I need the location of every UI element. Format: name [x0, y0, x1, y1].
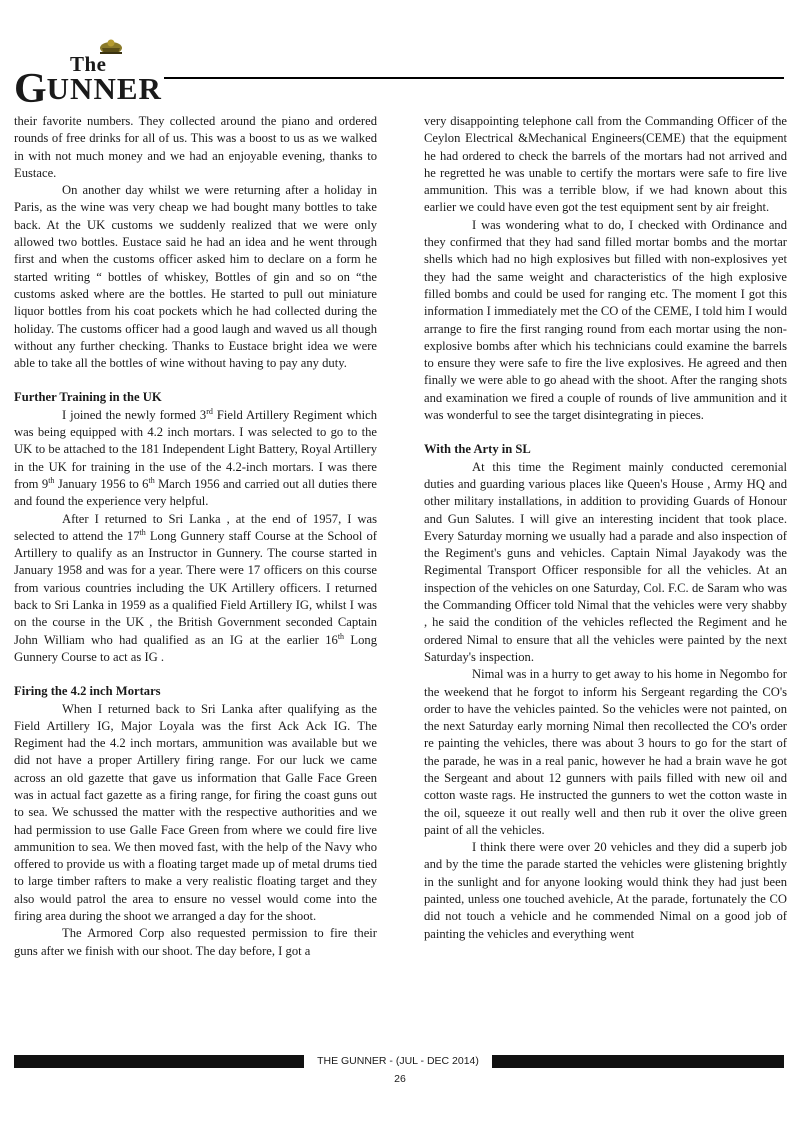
masthead [14, 38, 784, 112]
text-run: Field Artillery Regiment which was being equipped with 4.2 inch mortars. I was selected to go to the UK to be attached to the 181 Independent Light Battery, Royal Artillery in the UK for training in the use of the 4.2-inch mortars. I was there from 9 [14, 407, 377, 491]
text-run: Long Gunnery Course to act as IG . [14, 632, 378, 664]
masthead-rule [164, 77, 784, 79]
section-heading: Further Training in the UK [14, 390, 162, 405]
paragraph: The Armored Corp also requested permission to fire their guns after we finish with our shoot. The day before, I got a [14, 926, 377, 958]
superscript: th [148, 475, 155, 485]
superscript: th [337, 631, 345, 641]
paragraph [14, 407, 377, 511]
footer-bar-right [492, 1055, 784, 1068]
paragraph: On another day whilst we were returning after a holiday in Paris, as the wine was very cheap we had bought many bottles to take back. At the UK customs we suddenly realized that we were only allowed two bottles. Eustace said he had an idea and he went through first and when the customs officer asked him to declare on a form he started writing “ bottles of whiskey, Bottles of gin and so on “the customs asked where are the bottles. He started to pull out miniature liquor bottles from his coat pockets which he had collected during the holiday. The customs officer had a good laugh and waved us all though without any further checking. Thanks to Eustace bright idea we were able to take all the bottles of wine without having to pay any duty. [14, 183, 377, 371]
spacer [14, 666, 377, 683]
masthead-title [14, 68, 162, 110]
text-run: I joined the newly formed 3 [62, 407, 207, 422]
spacer [14, 372, 377, 389]
paragraph: When I returned back to Sri Lanka after qualifying as the Field Artillery IG, Major Loyala was the first Ack Ack IG. The Regiment had the 4.2 inch mortars, ammunition was available but we did not have a proper Artillery firing range. For our luck we came across an old gazette that gave us information that Galle Face Green was in actual fact gazette as a firing range, for firing the coast guns out to sea. We schussed the matter with the respective authorities and we had permission to use Galle Face Green from where we could fire live ammunition to sea. We then moved fast, with the help of the Navy who offered to provide us with a floating target made up of metal drums tied to large timber rafters to make a very realistic floating target and they also would patrol the area to ensure no vessel would come into the firing area during the shoot we arranged a day for the shoot. [14, 701, 377, 924]
paragraph: I was wondering what to do, I checked with Ordinance and they confirmed that they had sand filled mortar bombs and the mortar shells which had no high explosives but filled with non-explosives yet they had the same weight and characteristics of the high explosive filled bombs and could be used for ranging etc. The moment I got this information I immediately met the CO of the CEME, I told him I would arrange to fire the first ranging round from each mortar using the non-explosive bombs after which his technicians could examine the barrels to ensure they were safe to fire the live explosives. He agreed and then finally we were able to go ahead with the shoot. After the ranging shots and examination we fired a couple of rounds of live ammunition and it was wonderful to see the target disintegrating in pieces. [424, 217, 787, 423]
paragraph [14, 511, 377, 667]
paragraph: Nimal was in a hurry to get away to his home in Negombo for the weekend that he forgot to inform his Sergeant regarding the CO's order to have the vehicles painted. So the vehicles were not painted, on the next Saturday early morning Nimal then recollected the CO's order re painting the vehicles, there was about 3 hours to go for the start of the parade, he was in a real panic, however he had a brain wave he got the Sergeant and about 12 gunners with pails filled with new oil and cotton waste rags. He instructed the gunners to wet the cotton waste in the oil, squeeze it out really well and then rub it over the olive green paint of all the vehicles. [424, 667, 787, 837]
masthead-initial: G [14, 66, 48, 112]
paragraph: their favorite numbers. They collected around the piano and ordered rounds of free drinks for all of us. This was a boost to us as we walked in with not much money and we had an enjoyable evening, thanks to Eustace. [14, 114, 377, 180]
spacer [424, 424, 787, 441]
masthead-rest: UNNER [46, 71, 162, 106]
masthead-the: The [70, 52, 107, 76]
left-column [14, 113, 377, 960]
superscript: th [48, 475, 55, 485]
superscript: th [139, 527, 146, 537]
paragraph: very disappointing telephone call from the Commanding Officer of the Ceylon Electrical &Mechanical Engineers(CEME) that the equipment he had ordered to check the barrels of the mortars had not arrived and he regretted he was unable to certify the mortars were safe to fire live ammunition. This was a terrible blow, if we had known about this earlier we could have even got the test equipment sent by air freight. [424, 114, 787, 215]
paragraph: I think there were over 20 vehicles and they did a superb job and by the time the parade started the vehicles were glistening brightly in the sunlight and for anyone looking would think they had just been painted, unless one touched avehicle, At the parade, fortunately the CO did not touch a vehicle and he commended Nimal on a good job of painting the vehicles and everything went [424, 840, 787, 941]
section-heading: With the Arty in SL [424, 442, 531, 457]
paragraph: At this time the Regiment mainly conducted ceremonial duties and guarding various places like Queen's House , Army HQ and other military installations, in addition to providing Guards of Honour and Gun Salutes. I will give an interesting incident that took place. Every Saturday morning we usually had a parade and also inspection of the Regiment's guns and vehicles. Captain Nimal Jayakody was the Regimental Transport Officer responsible for all the vehicles. At an inspection of the vehicles on one Saturday, Col. F.C. de Saram who was the Commanding Officer told Nimal that the vehicles were very shabby , he said the condition of the vehicles reflected the Regiment and he ordered Nimal to ensure that all the vehicles were painted by the next Saturday's inspection. [424, 459, 787, 664]
right-column [424, 113, 787, 943]
section-heading: Firing the 4.2 inch Mortars [14, 684, 161, 699]
footer-bar-left [14, 1055, 304, 1068]
superscript: rd [206, 406, 213, 416]
footer-publication: THE GUNNER - (JUL - DEC 2014) [317, 1055, 479, 1067]
page-number: 26 [394, 1073, 406, 1085]
text-run: Long Gunnery staff Course at the School of Artillery to qualify as an Instructor in Gunnery. The course started in January 1958 and was for a year. There were 17 officers on this course from various countries including the UK Artillery officers. I returned back to Sri Lanka in 1959 as a qualified Field Artillery IG, whilst I was on the course in the UK , the British Government seconded Captain John William who had qualified as an IG at the earlier 16 [14, 528, 377, 647]
text-run: January 1956 to 6 [54, 476, 149, 491]
text-run: After I returned to Sri Lanka , at the end of 1957, I was selected to attend the 17 [14, 511, 377, 543]
text-run: March 1956 and carried out all duties there and found the experience very helpful. [14, 476, 378, 509]
